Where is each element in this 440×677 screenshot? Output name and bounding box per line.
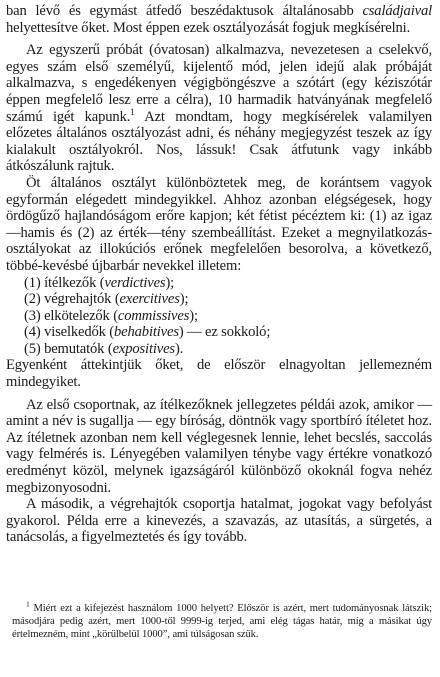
list-item: (4) viselkedők (behabitives) — ez sokkoló; <box>24 324 271 341</box>
paragraph-five-classes: Öt általános osztályt különböztetek meg, de korántsem vagyok egyformán elégedett mindegyikkel. Ahhoz azonban elégségesek, hogy ördögűző hajlandóságom erőre kapjon; két fétist pécéztem ki: (1) az igaz—hamis és (2) az érték—tény szembeállítást. Ezeket a megnyilatkozás-osztályokat az illokúciós erőnek megfelelően besorolva, a következő, többé-kevésbé újbarbár nevekkel illetem: <box>6 174 432 274</box>
paragraph-exercitives: A második, a végrehajtók csoportja hatalmat, jogokat vagy befolyást gyakorol. Példa erre a kinevezés, a szavazás, az utasítás, a sürgetés, a tanácsolás, a figyelmeztetés és így tovább. <box>6 496 432 546</box>
footnote-area <box>12 599 432 642</box>
list-item: (5) bemutatók (expositives). <box>24 340 184 357</box>
paragraph-verdictives: Az első csoportnak, az ítélkezőknek jellegzetes példái azok, amikor — amint a név is sugallja — egy bíróság, döntnök vagy sportbíró ítéletet hoz. Az ítéletnek azonban nem kell véglegesnek lennie, lehet becslés, saccolás vagy felmérés is. Lényegében valamilyen ténybe vagy értékre vonatkozó eredményt közöl, melynek igazságáról különböző okoknál fogva nehéz megbizonyosodni. <box>6 396 432 496</box>
paragraph-simple-test: Az egyszerű próbát (óvatosan) alkalmazva, nevezetesen a cselekvő, egyes szám első személyű, kijelentő mód, jelen idejű alak próbáját alkalmazva, s engedékenyen végigböngészve a szótárt (egy kéziszótár éppen megfelelő lesz erre a célra), 10 harmadik hatványának megfelelő számú igét kapunk.$^1$ Azt mondtam, hogy megkísérelek valamilyen előzetes általános osztályozást adni, és néhány megjegyzést teszek az így kialakult osztályokról. Nos, lássuk! Csak átfutunk vagy inkább átkószálunk rajtuk. <box>6 42 432 175</box>
body-text <box>6 3 432 546</box>
footnote-mark: 1 <box>26 599 30 609</box>
paragraph-continuation: ban lévő és egymást átfedő beszédaktusok általánosabb családjaival helyettesítve őket. Most éppen ezek osztályozását fogjuk megkísérelni. <box>6 3 432 36</box>
list-item: (1) ítélkezők (verdictives); <box>24 274 175 291</box>
emphasis-csaladjaival: családjaival <box>362 3 432 19</box>
footnote-reference[interactable]: 1 <box>130 106 135 117</box>
list-item: (2) végrehajtók (exercitives); <box>24 291 189 308</box>
paragraph-overview: Egyenként áttekintjük őket, de először elnagyoltan jellemezném mindegyiket. <box>6 357 432 391</box>
footnote: $^1$ Miért ezt a kifejezést használom 1000 helyett? Először is azért, mert tudományosnak látszik; másodjára pedig azért, mert 1000-től 9999-ig terjed, ami elég tágas határ, míg a másikat úgy értelmezném, mint „körülbelül 1000”, ami túlságosan szűk. <box>12 599 432 641</box>
class-list <box>6 275 432 358</box>
list-item: (3) elkötelezők (commissives); <box>24 307 198 324</box>
